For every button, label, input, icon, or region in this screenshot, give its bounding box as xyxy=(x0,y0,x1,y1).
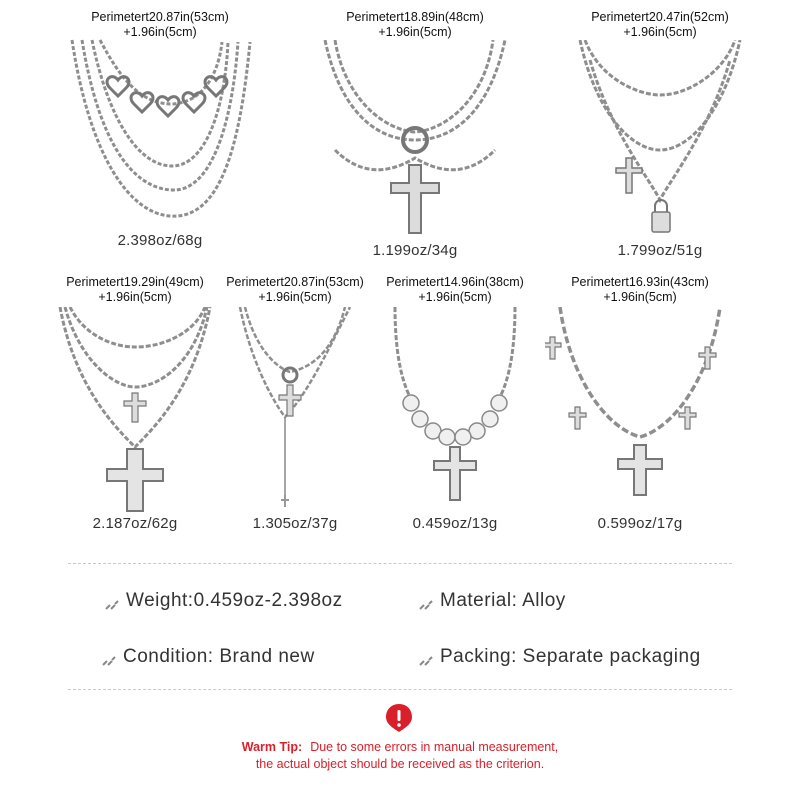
product-6-weight: 0.459oz/13g xyxy=(412,515,498,532)
product-5-weight: 1.305oz/37g xyxy=(252,515,338,532)
spec-material-text: Material: Alloy xyxy=(440,590,566,611)
product-2-caption xyxy=(315,10,515,40)
product-3-extension: +1.96in(5cm) xyxy=(623,25,697,39)
product-5-image xyxy=(205,307,385,512)
product-3-caption xyxy=(560,10,760,40)
product-6-extension: +1.96in(5cm) xyxy=(418,290,492,304)
spec-packing xyxy=(418,646,701,668)
warm-tip-label: Warm Tip: xyxy=(241,740,303,754)
heart-chain-necklace-image xyxy=(60,38,260,230)
divider-bottom xyxy=(68,689,732,690)
spec-packing-text: Packing: Separate packaging xyxy=(440,646,701,667)
product-1-image xyxy=(60,38,260,230)
chain-link-icon xyxy=(101,651,117,663)
spec-weight xyxy=(104,590,343,612)
chain-link-icon xyxy=(104,595,120,607)
product-4-weight: 2.187oz/62g xyxy=(92,515,178,532)
product-3-perimeter: Perimetert20.47in(52cm) xyxy=(591,10,729,24)
cross-chain-necklace-image xyxy=(315,40,515,240)
product-2-image xyxy=(315,40,515,240)
pearl-cross-necklace-image xyxy=(375,307,535,512)
product-3 xyxy=(560,10,760,265)
product-2-extension: +1.96in(5cm) xyxy=(378,25,452,39)
product-6-perimeter: Perimetert14.96in(38cm) xyxy=(386,275,524,289)
product-5-perimeter: Perimetert20.87in(53cm) xyxy=(226,275,364,289)
product-5-extension: +1.96in(5cm) xyxy=(258,290,332,304)
warm-tip-text-2: the actual object should be received as the criterion. xyxy=(255,757,545,771)
charm-cross-necklace-image xyxy=(545,307,735,512)
product-7-weight: 0.599oz/17g xyxy=(597,515,683,532)
warm-tip-line-2 xyxy=(0,756,800,772)
spec-weight-text: Weight:0.459oz-2.398oz xyxy=(126,590,343,611)
product-6 xyxy=(375,275,535,540)
chain-link-icon xyxy=(418,595,434,607)
product-7-extension: +1.96in(5cm) xyxy=(603,290,677,304)
product-7-caption xyxy=(545,275,735,305)
product-1-weight: 2.398oz/68g xyxy=(117,232,203,249)
product-1-extension: +1.96in(5cm) xyxy=(123,25,197,39)
product-7 xyxy=(545,275,735,540)
product-6-caption xyxy=(375,275,535,305)
spec-condition-text: Condition: Brand new xyxy=(123,646,315,667)
product-1-caption xyxy=(60,10,260,40)
warning-icon xyxy=(384,703,414,733)
product-4 xyxy=(45,275,225,540)
chain-link-icon xyxy=(418,651,434,663)
product-6-image xyxy=(375,307,535,512)
product-4-extension: +1.96in(5cm) xyxy=(98,290,172,304)
spec-condition xyxy=(101,646,315,668)
product-7-perimeter: Perimetert16.93in(43cm) xyxy=(571,275,709,289)
layered-cross-necklace-image xyxy=(45,307,225,512)
product-5 xyxy=(205,275,385,540)
product-2-weight: 1.199oz/34g xyxy=(372,242,458,259)
product-4-caption xyxy=(45,275,225,305)
product-2-perimeter: Perimetert18.89in(48cm) xyxy=(346,10,484,24)
warm-tip-text-1: Due to some errors in manual measurement, xyxy=(310,740,559,754)
y-drop-cross-necklace-image xyxy=(205,307,385,512)
spec-material xyxy=(418,590,566,612)
divider-top xyxy=(68,563,732,564)
product-1 xyxy=(60,10,260,255)
product-4-image xyxy=(45,307,225,512)
product-4-perimeter: Perimetert19.29in(49cm) xyxy=(66,275,204,289)
product-1-perimeter: Perimetert20.87in(53cm) xyxy=(91,10,229,24)
product-3-weight: 1.799oz/51g xyxy=(617,242,703,259)
product-2 xyxy=(315,10,515,265)
warm-tip-line-1 xyxy=(0,739,800,755)
cross-lock-necklace-image xyxy=(560,40,760,240)
product-5-caption xyxy=(205,275,385,305)
product-7-image xyxy=(545,307,735,512)
product-3-image xyxy=(560,40,760,240)
